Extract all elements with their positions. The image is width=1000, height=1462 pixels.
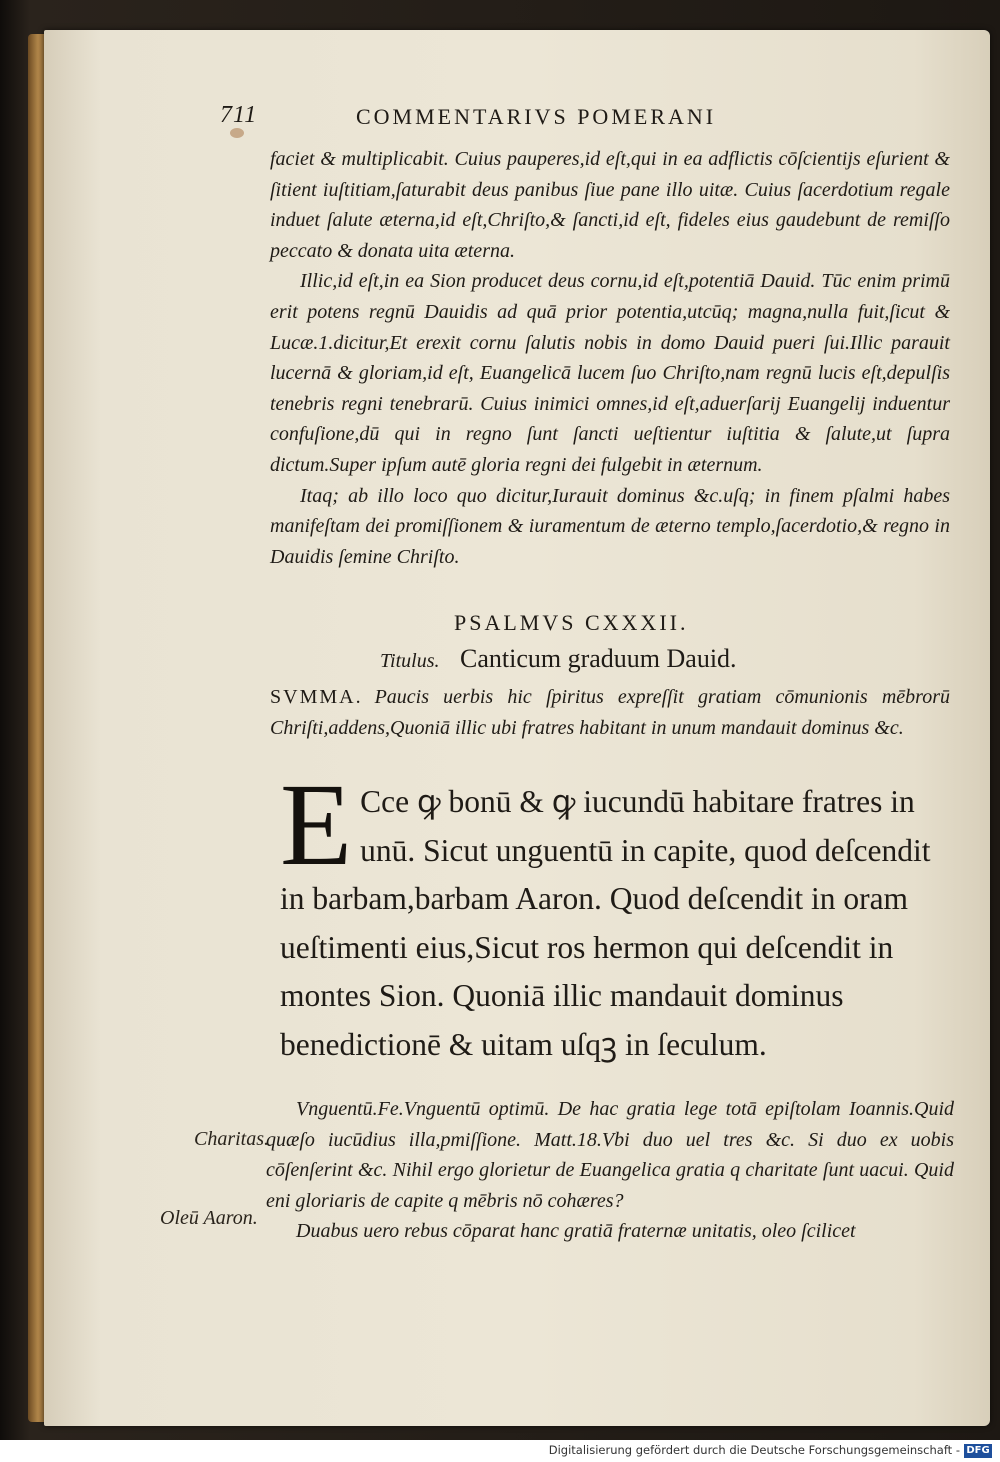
commentary-paragraph: Duabus uero rebus cōparat hanc gratiā fraternæ unitatis, oleo ſcilicet — [296, 1220, 856, 1243]
margin-note-oleum: Oleū Aaron. — [160, 1207, 258, 1229]
summa-label: SVMMA. — [270, 686, 363, 708]
footer-bar — [0, 1440, 1000, 1462]
summa-text: Paucis uerbis hic ſpiritus expreſſit gratiam cōmunionis mēbrorū Chriſti,addens,Quoniā illic ubi fratres habitant in unum mandauit dominus &c. — [270, 686, 950, 739]
commentary-paragraph: Itaq; ab illo loco quo dicitur,Iurauit dominus &c.uſq; in finem pſalmi habes manifeſtam dei promiſſionem & iuramentum de æterno templo,ſacerdotio,& regno in Dauidis ſemine Chriſto. — [270, 484, 950, 568]
verse-text: Cce ꝙ bonū & ꝙ iucundū habitare fratres in unū. Sicut unguentū in capite, quod deſcendit in barbam,barbam Aaron. Quod deſcendit in oram ueſtimenti eius,Sicut ros hermon qui deſcendit in montes Sion. Quoniā illic mandauit dominus benedictionē & uitam uſqꝫ in ſeculum. — [280, 784, 931, 1062]
running-head: COMMENTARIVS POMERANI — [356, 104, 717, 129]
psalm-verse — [280, 759, 960, 1069]
page-content — [44, 30, 990, 1426]
summa-block — [270, 682, 950, 743]
commentary-paragraph: Illic,id eſt,in ea Sion producet deus cornu,id eſt,potentiā Dauid. Tūc enim primū erit potens regnū Dauidis ad quā prior potentia,utcūq; magna,nulla fuit,ſicut & Lucæ.1.dicitur,Et erexit cornu ſalutis nobis in domo Dauid pueri ſui.Illic parauit lucernā & gloriam,id eſt, Euangelicā lucem ſuo Chriſto,nam regnū lucis eſt,depulſis tenebris regni tenebrarū. Cuius inimici omnes,id eſt,aduerſarij Euangelij induentur confuſione,dū qui in regno ſunt ſancti ueſtientur iuſtitia & ſalute,ut ſupra dictum.Super ipſum autē gloria regni dei fulgebit in æternum. — [270, 270, 950, 476]
margin-note-charitas: Charitas. — [194, 1128, 270, 1150]
verse-commentary — [266, 1094, 954, 1247]
book-page — [44, 30, 990, 1426]
commentary-block — [270, 144, 950, 572]
page-number: 711 — [220, 102, 258, 128]
commentary-paragraph: faciet & multiplicabit. Cuius pauperes,id eſt,qui in ea adflictis cōſcientijs eſurient & ſitient iuſtitiam,ſaturabit deus panibus ſiue pane illo uitæ. Cuius ſacerdotium regale induet ſalute æterna,id eſt,Chriſto,& ſancti,id eſt, fideles eius gaudebunt de remiſſo peccato & donata uita æterna. — [270, 148, 950, 262]
dfg-logo-icon[interactable]: DFG — [964, 1444, 992, 1458]
funding-notice: Digitalisierung gefördert durch die Deutsche Forschungsgemeinschaft - — [548, 1443, 960, 1457]
page-header — [220, 102, 980, 136]
psalm-title: Canticum graduum Dauid. — [459, 644, 737, 673]
title-label: Titulus. — [380, 650, 440, 672]
psalm-heading: PSALMVS CXXXII. — [454, 610, 689, 635]
drop-cap: E — [280, 759, 353, 890]
psalm-title-line — [380, 644, 737, 674]
commentary-paragraph: Vnguentū.Fe.Vnguentū optimū. De hac gratia lege totā epiſtolam Ioannis.Quid quæſo iucūdius illa,pmiſſione. Matt.18.Vbi duo uel tres &c. Si duo ex uobis cōſenſerint &c. Nihil ergo glorietur de Euangelica gratia q charitate ſunt uacui. Quid eni gloriaris de capite q mēbris nō cohæres? — [266, 1098, 954, 1212]
